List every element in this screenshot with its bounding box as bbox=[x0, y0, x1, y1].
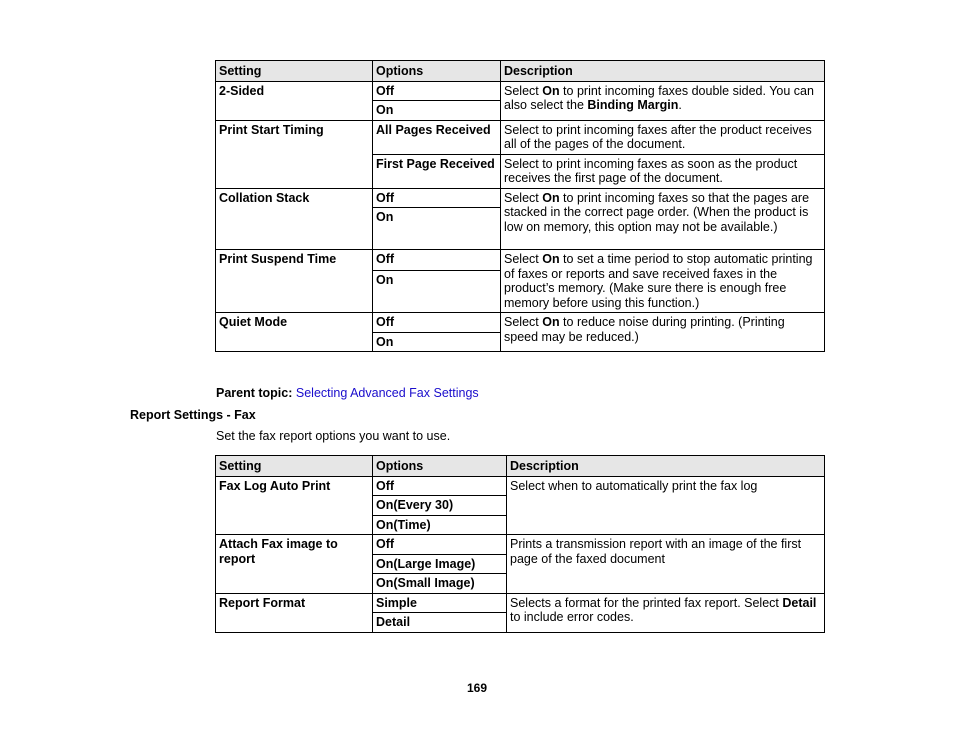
setting-name: Report Format bbox=[216, 593, 373, 632]
table-row bbox=[216, 120, 825, 154]
setting-name: Fax Log Auto Print bbox=[216, 476, 373, 535]
table-row bbox=[216, 250, 825, 271]
fax-print-settings-table bbox=[215, 60, 825, 352]
setting-name: Print Start Timing bbox=[216, 120, 373, 188]
option-value: On bbox=[373, 101, 501, 121]
setting-description: Select On to print incoming faxes double sided. You can also select the Binding Margin. bbox=[501, 81, 825, 120]
option-value: Off bbox=[373, 535, 507, 555]
setting-description: Select On to reduce noise during printing. (Printing speed may be reduced.) bbox=[501, 313, 825, 352]
column-header-setting: Setting bbox=[216, 456, 373, 477]
fax-report-settings-table bbox=[215, 455, 825, 633]
page-number: 169 bbox=[466, 681, 488, 695]
column-header-description: Description bbox=[501, 61, 825, 82]
table-row bbox=[216, 81, 825, 101]
parent-topic-link[interactable]: Selecting Advanced Fax Settings bbox=[295, 386, 479, 400]
table-row bbox=[216, 593, 825, 613]
setting-name: 2-Sided bbox=[216, 81, 373, 120]
table-row bbox=[216, 188, 825, 208]
setting-description: Select when to automatically print the fax log bbox=[507, 476, 825, 535]
section-intro: Set the fax report options you want to use. bbox=[216, 429, 451, 443]
column-header-options: Options bbox=[373, 61, 501, 82]
table-row bbox=[216, 535, 825, 555]
setting-name: Quiet Mode bbox=[216, 313, 373, 352]
option-value: On(Small Image) bbox=[373, 574, 507, 594]
setting-description: Select to print incoming faxes after the product receives all of the pages of the document. bbox=[501, 120, 825, 154]
option-value: Simple bbox=[373, 593, 507, 613]
setting-description: Prints a transmission report with an image of the first page of the faxed document bbox=[507, 535, 825, 594]
option-value: Off bbox=[373, 250, 501, 271]
option-value: On bbox=[373, 271, 501, 313]
table-header-row bbox=[216, 61, 825, 82]
parent-topic bbox=[216, 386, 479, 401]
option-value: First Page Received bbox=[373, 154, 501, 188]
setting-name: Print Suspend Time bbox=[216, 250, 373, 313]
column-header-setting: Setting bbox=[216, 61, 373, 82]
table-row bbox=[216, 313, 825, 333]
option-value: Detail bbox=[373, 613, 507, 633]
setting-description: Select to print incoming faxes as soon as the product receives the first page of the document. bbox=[501, 154, 825, 188]
option-value: Off bbox=[373, 188, 501, 208]
option-value: On(Time) bbox=[373, 515, 507, 535]
option-value: On(Large Image) bbox=[373, 554, 507, 574]
setting-name: Collation Stack bbox=[216, 188, 373, 250]
option-value: All Pages Received bbox=[373, 120, 501, 154]
section-heading: Report Settings - Fax bbox=[130, 408, 256, 422]
parent-topic-label: Parent topic: bbox=[216, 386, 293, 400]
option-value: On(Every 30) bbox=[373, 496, 507, 516]
option-value: Off bbox=[373, 476, 507, 496]
column-header-options: Options bbox=[373, 456, 507, 477]
setting-description: Select On to print incoming faxes so that the pages are stacked in the correct page order. (When the product is low on memory, this option may not be available.) bbox=[501, 188, 825, 250]
column-header-description: Description bbox=[507, 456, 825, 477]
setting-description: Selects a format for the printed fax report. Select Detail to include error codes. bbox=[507, 593, 825, 632]
option-value: Off bbox=[373, 81, 501, 101]
option-value: On bbox=[373, 208, 501, 250]
setting-description: Select On to set a time period to stop automatic printing of faxes or reports and save received faxes in the product’s memory. (Make sure there is enough free memory before using this function.) bbox=[501, 250, 825, 313]
table-header-row bbox=[216, 456, 825, 477]
option-value: On bbox=[373, 332, 501, 352]
table-row bbox=[216, 476, 825, 496]
setting-name: Attach Fax image to report bbox=[216, 535, 373, 594]
option-value: Off bbox=[373, 313, 501, 333]
